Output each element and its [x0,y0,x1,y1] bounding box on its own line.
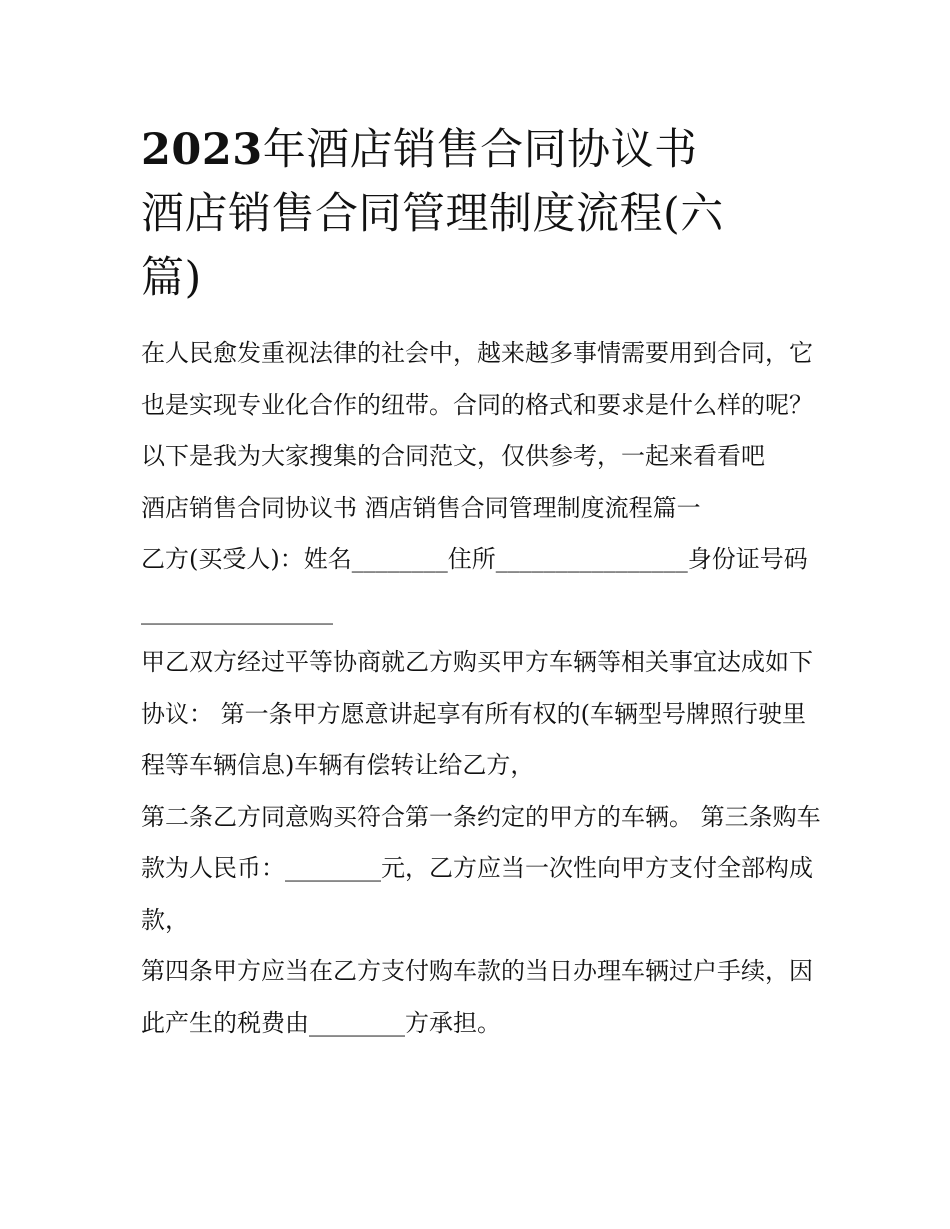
title-line-2: 酒店销售合同管理制度流程(六 [141,189,724,239]
title-line-1-text: 年酒店销售合同协议书 [262,125,698,175]
title-year: 2023 [141,125,263,175]
section-heading: 酒店销售合同协议书 酒店销售合同管理制度流程篇一 [141,493,701,522]
document-body [141,328,821,1049]
intro-paragraph: 在人民愈发重视法律的社会中，越来越多事情需要用到合同，它也是实现专业化合作的纽带。合同的格式和要求是什么样的呢？以下是我为大家搜集的合同范文，仅供参考，一起来看看吧 [141,339,813,470]
article-1-paragraph: 甲乙双方经过平等协商就乙方购买甲方车辆等相关事宜达成如下协议： 第一条甲方愿意讲起享有所有权的(车辆型号牌照行驶里程等车辆信息)车辆有偿转让给乙方， [141,648,813,779]
title-line-3: 篇) [141,253,202,303]
document-title [141,118,821,310]
buyer-info-paragraph: 乙方(买受人)：姓名________住所________________身份证号码________________ [141,545,808,625]
title-line-1 [141,118,821,182]
article-4-paragraph: 第四条甲方应当在乙方支付购车款的当日办理车辆过户手续，因此产生的税费由________方承担。 [141,957,813,1037]
article-2-3-paragraph: 第二条乙方同意购买符合第一条约定的甲方的车辆。 第三条购车款为人民币：________元，乙方应当一次性向甲方支付全部构成款， [141,802,821,934]
document-page [141,118,821,1049]
